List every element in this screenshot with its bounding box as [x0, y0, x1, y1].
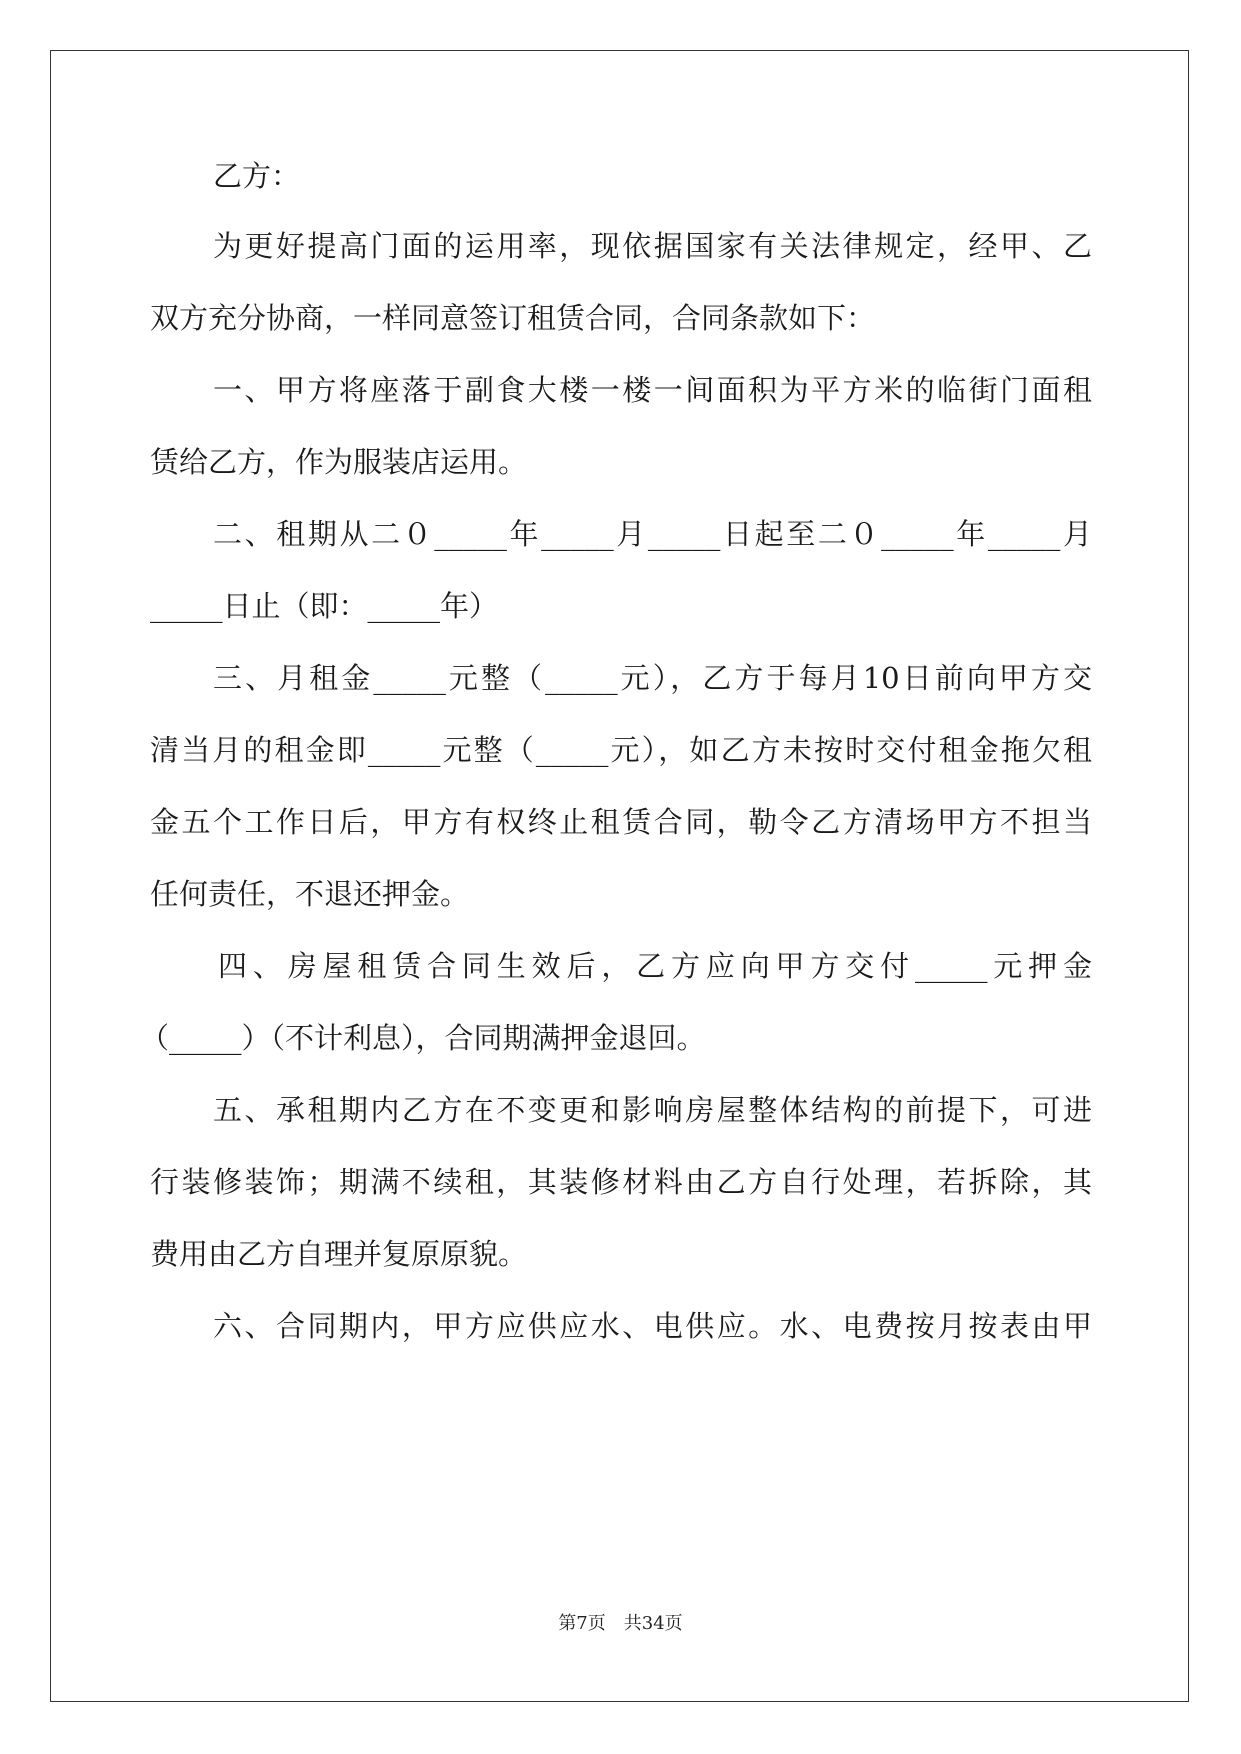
- paragraph-line: 清当月的租金即_____元整（_____元），如乙方未按时交付租金拖欠租: [150, 733, 1092, 767]
- paragraph-line: 一、甲方将座落于副食大楼一楼一间面积为平方米的临街门面租: [213, 373, 1092, 407]
- paragraph-line: 双方充分协商，一样同意签订租赁合同，合同条款如下：: [150, 301, 876, 335]
- page-number-footer: 第7页 共34页: [558, 1613, 683, 1634]
- paragraph-line: 四、房屋租赁合同生效后，乙方应向甲方交付_____元押金: [218, 949, 1092, 983]
- paragraph-line: 赁给乙方，作为服装店运用。: [150, 445, 528, 479]
- paragraph-line: （_____）（不计利息），合同期满押金退回。: [140, 1021, 706, 1055]
- paragraph-line: 费用由乙方自理并复原原貌。: [150, 1237, 528, 1271]
- paragraph-line: 为更好提高门面的运用率，现依据国家有关法律规定，经甲、乙: [213, 229, 1092, 263]
- paragraph-line: 五、承租期内乙方在不变更和影响房屋整体结构的前提下，可进: [213, 1093, 1092, 1127]
- paragraph-line: 二、租期从二０_____年_____月_____日起至二０_____年_____月: [213, 517, 1092, 551]
- paragraph-line: 三、月租金_____元整（_____元），乙方于每月10日前向甲方交: [213, 661, 1092, 695]
- paragraph-line: 任何责任，不退还押金。: [150, 877, 470, 911]
- paragraph-line: _____日止（即：_____年）: [150, 589, 499, 623]
- party-b-label: 乙方：: [213, 159, 301, 193]
- paragraph-line: 行装修装饰；期满不续租，其装修材料由乙方自行处理，若拆除，其: [150, 1165, 1092, 1199]
- paragraph-line: 金五个工作日后，甲方有权终止租赁合同，勒令乙方清场甲方不担当: [150, 805, 1092, 839]
- paragraph-line: 六、合同期内，甲方应供应水、电供应。水、电费按月按表由甲: [213, 1309, 1092, 1343]
